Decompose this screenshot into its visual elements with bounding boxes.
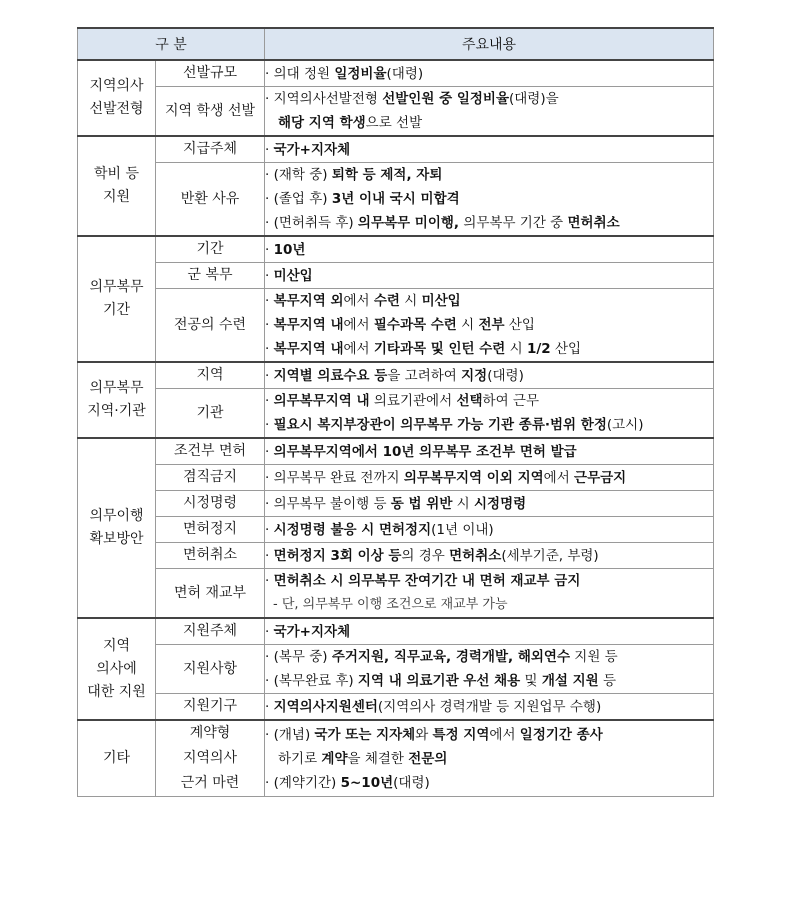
emphasis-text: 전부 — [478, 317, 505, 333]
content-line — [265, 645, 713, 669]
content-cell — [265, 645, 714, 694]
subcategory — [156, 438, 265, 465]
policy-table — [77, 27, 714, 797]
emphasis-text: 시정명령 — [474, 495, 527, 512]
content-cell — [265, 491, 714, 517]
emphasis-text: 근무금지 — [574, 469, 627, 486]
text-run: (대령) — [487, 367, 524, 384]
emphasis-text: 시정명령 불응 시 면허정지 — [273, 521, 432, 538]
content-line — [265, 569, 713, 593]
subcategory — [156, 465, 265, 491]
emphasis-text: 의무복무지역 이외 지역 — [403, 469, 544, 486]
emphasis-text: 해당 지역 학생 — [278, 115, 366, 131]
bullet: · — [265, 91, 274, 107]
text-run: 에서 — [543, 469, 575, 486]
content-line — [265, 695, 713, 719]
subcategory — [156, 543, 265, 569]
text-run: (대령) — [386, 65, 424, 82]
content-cell — [265, 87, 714, 137]
text-run: 시 — [456, 317, 479, 333]
content-line — [265, 747, 713, 771]
content-line — [265, 337, 713, 361]
content-line — [265, 163, 713, 187]
table-row — [78, 263, 714, 289]
content-line — [265, 723, 713, 747]
emphasis-text: 동 법 위반 — [390, 495, 453, 512]
emphasis-text: 국가+지자체 — [273, 141, 351, 158]
group-label-line: 지원 — [102, 189, 131, 205]
emphasis-text: 선발인원 중 일정비율 — [382, 91, 509, 107]
emphasis-text: 필요시 복지부장관이 의무복무 가능 기관 종류·범위 한정 — [273, 417, 607, 433]
text-run: 의 경우 — [401, 547, 450, 564]
subcategory — [156, 645, 265, 694]
text-run: 등 — [598, 673, 617, 689]
subcategory-line: 기관 — [196, 404, 224, 421]
subcategory-line: 겸직금지 — [182, 469, 238, 485]
table-row — [78, 517, 714, 543]
table-row — [78, 362, 714, 389]
content-line — [265, 492, 713, 516]
text-run: (지역의사 경력개발 등 지원업무 수행) — [377, 698, 602, 715]
subcategory — [156, 389, 265, 439]
content-line — [265, 264, 713, 288]
bullet: · — [265, 573, 274, 589]
content-line — [265, 544, 713, 568]
subcategory-line: 계약형 — [189, 725, 231, 741]
content-cell — [265, 465, 714, 491]
table-row — [78, 569, 714, 619]
content-cell — [265, 163, 714, 237]
emphasis-text: 5~10년 — [340, 774, 394, 791]
table-body — [78, 60, 714, 797]
content-line — [265, 440, 713, 464]
content-cell — [265, 438, 714, 465]
bullet: · — [265, 393, 274, 409]
subcategory-line: 면허정지 — [182, 521, 238, 537]
emphasis-text: 퇴학 등 제적, 자퇴 — [331, 167, 443, 183]
group-label-line: 지역 — [102, 637, 131, 654]
content-cell — [265, 60, 714, 87]
content-line — [265, 364, 713, 388]
group-label — [78, 236, 156, 362]
bullet: · — [265, 341, 274, 357]
subcategory — [156, 236, 265, 263]
subcategory-line: 지역 학생 선발 — [164, 102, 256, 119]
table-row — [78, 645, 714, 694]
emphasis-text: 면허정지 3회 이상 등 — [273, 547, 402, 564]
group-label — [78, 438, 156, 618]
text-run: 지원 등 — [569, 649, 618, 665]
content-cell — [265, 136, 714, 163]
table-row — [78, 491, 714, 517]
emphasis-text: 면허취소 — [449, 547, 502, 564]
table-row — [78, 438, 714, 465]
text-run: (복무완료 후) — [273, 673, 358, 689]
text-run: (대령)을 — [509, 91, 559, 107]
subcategory — [156, 362, 265, 389]
content-line — [265, 313, 713, 337]
emphasis-text: 복무지역 외 — [273, 293, 344, 309]
content-line — [265, 289, 713, 313]
content-cell — [265, 543, 714, 569]
group-label — [78, 720, 156, 797]
content-line — [265, 669, 713, 693]
content-line — [265, 138, 713, 162]
text-run: (계약기간) — [273, 774, 341, 791]
text-run: (세부기준, 부령) — [501, 547, 599, 564]
subcategory — [156, 491, 265, 517]
content-cell — [265, 263, 714, 289]
content-line — [265, 87, 713, 111]
subcategory — [156, 136, 265, 163]
bullet: · — [265, 65, 274, 82]
subcategory-line: 반환 사유 — [180, 190, 240, 207]
bullet: · — [265, 241, 274, 258]
table-row — [78, 465, 714, 491]
table-row — [78, 694, 714, 721]
text-run: 을 체결한 — [347, 750, 409, 767]
bullet: · — [265, 191, 274, 207]
subcategory — [156, 694, 265, 721]
subcategory — [156, 163, 265, 237]
text-run: (1년 이내) — [431, 521, 494, 538]
content-line — [265, 620, 713, 644]
bullet: · — [265, 673, 274, 689]
table-row — [78, 87, 714, 137]
group-label — [78, 618, 156, 720]
bullet: · — [265, 521, 274, 538]
group-label-line: 의무이행 — [89, 508, 144, 524]
subcategory-line: 전공의 수련 — [173, 316, 247, 333]
subcategory-line: 선발규모 — [182, 65, 238, 81]
table-row — [78, 60, 714, 87]
subcategory — [156, 618, 265, 645]
content-line — [265, 211, 713, 235]
subcategory — [156, 87, 265, 137]
content-line — [265, 389, 713, 413]
emphasis-text: 지역별 의료수요 등 — [273, 367, 388, 384]
subcategory-line: 지원주체 — [182, 623, 238, 639]
emphasis-text: 지역 내 의료기관 우선 채용 — [357, 673, 521, 689]
text-run: (복무 중) — [273, 649, 332, 665]
text-run: 에서 — [343, 317, 374, 333]
subcategory — [156, 263, 265, 289]
table-row — [78, 389, 714, 439]
bullet: · — [265, 469, 274, 486]
group-label-line: 선발전형 — [89, 101, 144, 117]
text-run: 시 — [505, 341, 527, 357]
subcategory — [156, 289, 265, 363]
table-row — [78, 289, 714, 363]
subcategory-line: 지역의사 — [182, 750, 238, 766]
group-label-line: 학비 등 — [93, 166, 140, 182]
emphasis-text: 계약 — [321, 750, 348, 767]
text-run: 및 — [520, 673, 542, 689]
subcategory-line: 군 복무 — [187, 267, 233, 283]
emphasis-text: 일정기간 종사 — [519, 726, 603, 743]
subcategory — [156, 60, 265, 87]
group-label-line: 지역의사 — [89, 78, 144, 94]
content-cell — [265, 236, 714, 263]
content-cell — [265, 289, 714, 363]
text-run: 의료기관에서 — [369, 393, 457, 409]
emphasis-text: 국가 또는 지자체 — [314, 726, 416, 743]
content-cell — [265, 389, 714, 439]
text-run: 지역의사선발전형 — [273, 91, 383, 107]
emphasis-text: 선택 — [456, 393, 483, 409]
bullet: · — [265, 623, 274, 640]
text-run: 의무복무 기간 중 — [459, 215, 568, 231]
subcategory-line: 지급주체 — [182, 141, 238, 157]
text-run: 에서 — [343, 293, 374, 309]
text-run: (개념) — [273, 726, 315, 743]
emphasis-text: 국가+지자체 — [273, 623, 351, 640]
content-cell — [265, 720, 714, 797]
content-cell — [265, 362, 714, 389]
text-run: 산입 — [504, 317, 535, 333]
header-content: 주요내용 — [265, 28, 714, 60]
text-run: 에서 — [343, 341, 374, 357]
group-label-line: 기간 — [102, 302, 131, 318]
content-cell — [265, 694, 714, 721]
text-run: 으로 선발 — [365, 115, 423, 131]
content-line — [265, 466, 713, 490]
bullet: · — [265, 267, 274, 284]
text-run: 와 — [415, 726, 433, 743]
subcategory-line: 지원기구 — [182, 698, 238, 714]
content-line — [265, 518, 713, 542]
emphasis-text: 의무복무지역에서 10년 의무복무 조건부 면허 발급 — [273, 443, 577, 460]
text-run: 에서 — [489, 726, 520, 743]
bullet: · — [265, 215, 274, 231]
bullet: · — [265, 141, 274, 158]
bullet: · — [265, 167, 274, 183]
emphasis-text: 지역의사지원센터 — [273, 698, 378, 715]
table-row — [78, 618, 714, 645]
group-label — [78, 362, 156, 438]
text-run: 산입 — [550, 341, 582, 357]
emphasis-text: 필수과목 수련 — [373, 317, 457, 333]
text-run: 하기로 — [278, 750, 322, 767]
text-run: 시 — [452, 495, 474, 512]
bullet: · — [265, 547, 274, 564]
subcategory-line: 면허취소 — [182, 547, 238, 563]
content-line — [265, 593, 713, 617]
content-line — [265, 238, 713, 262]
emphasis-text: 미산입 — [421, 293, 461, 309]
emphasis-text: 의무복무지역 내 — [273, 393, 370, 409]
table-row — [78, 543, 714, 569]
subcategory — [156, 569, 265, 619]
bullet: · — [265, 367, 274, 384]
text-run: (대령) — [393, 774, 430, 791]
text-run: - 단, 의무복무 이행 조건으로 재교부 가능 — [273, 597, 508, 612]
content-cell — [265, 517, 714, 543]
table-row — [78, 720, 714, 797]
bullet: · — [265, 495, 274, 512]
group-label — [78, 136, 156, 236]
subcategory-line: 기간 — [196, 241, 224, 257]
group-label-line: 대한 지원 — [87, 683, 146, 700]
subcategory-line: 지역 — [196, 367, 224, 383]
bullet: · — [265, 417, 274, 433]
text-run: 을 고려하여 — [387, 367, 462, 384]
subcategory-line: 지원사항 — [182, 660, 238, 677]
bullet: · — [265, 774, 274, 791]
content-line — [265, 187, 713, 211]
content-line — [265, 771, 713, 795]
emphasis-text: 수련 — [373, 293, 400, 309]
group-label-line: 의무복무 — [89, 380, 144, 396]
content-cell — [265, 618, 714, 645]
emphasis-text: 기타과목 및 인턴 수련 — [373, 341, 506, 357]
text-run: (고시) — [606, 417, 644, 433]
subcategory — [156, 720, 265, 797]
emphasis-text: 의무복무 미이행, — [357, 215, 460, 231]
table-row — [78, 163, 714, 237]
bullet: · — [265, 726, 274, 743]
content-line — [265, 413, 713, 437]
text-run: 의무복무 완료 전까지 — [273, 469, 404, 486]
group-label-line: 확보방안 — [89, 531, 144, 547]
text-run: (졸업 후) — [273, 191, 332, 207]
subcategory-line: 면허 재교부 — [173, 584, 247, 601]
emphasis-text: 개설 지원 — [541, 673, 599, 689]
emphasis-text: 복무지역 내 — [273, 317, 344, 333]
group-label-line: 기타 — [102, 750, 131, 766]
emphasis-text: 복무지역 내 — [273, 341, 344, 357]
subcategory-line: 조건부 면허 — [173, 443, 247, 459]
emphasis-text: 특정 지역 — [432, 726, 490, 743]
text-run: 의무복무 불이행 등 — [273, 495, 391, 512]
group-label-line: 의무복무 — [89, 279, 144, 295]
text-run: (면허취득 후) — [273, 215, 358, 231]
table-row — [78, 236, 714, 263]
emphasis-text: 일정비율 — [334, 65, 387, 82]
content-cell — [265, 569, 714, 619]
emphasis-text: 지정 — [461, 367, 488, 384]
group-label-line: 지역·기관 — [87, 403, 146, 419]
text-run: 하여 근무 — [482, 393, 539, 409]
header-category: 구 분 — [78, 28, 265, 60]
bullet: · — [265, 698, 274, 715]
emphasis-text: 3년 이내 국시 미합격 — [331, 191, 460, 207]
content-line — [265, 62, 713, 86]
emphasis-text: 전문의 — [408, 750, 448, 767]
bullet: · — [265, 443, 274, 460]
text-run: 의대 정원 — [273, 65, 335, 82]
text-run: 시 — [399, 293, 422, 309]
group-label-line: 의사에 — [96, 660, 137, 677]
bullet: · — [265, 293, 274, 309]
emphasis-text: 10년 — [273, 241, 306, 258]
subcategory-line: 시정명령 — [182, 495, 238, 511]
group-label — [78, 60, 156, 136]
emphasis-text: 면허취소 — [567, 215, 620, 231]
bullet: · — [265, 649, 274, 665]
bullet: · — [265, 317, 274, 333]
emphasis-text: 주거지원, 직무교육, 경력개발, 해외연수 — [331, 649, 570, 665]
emphasis-text: 미산입 — [273, 267, 313, 284]
subcategory — [156, 517, 265, 543]
text-run: (재학 중) — [273, 167, 332, 183]
table-row — [78, 136, 714, 163]
subcategory-line: 근거 마련 — [180, 775, 240, 791]
emphasis-text: 1/2 — [526, 341, 551, 357]
content-line — [265, 111, 713, 135]
emphasis-text: 면허취소 시 의무복무 잔여기간 내 면허 재교부 금지 — [273, 573, 581, 589]
